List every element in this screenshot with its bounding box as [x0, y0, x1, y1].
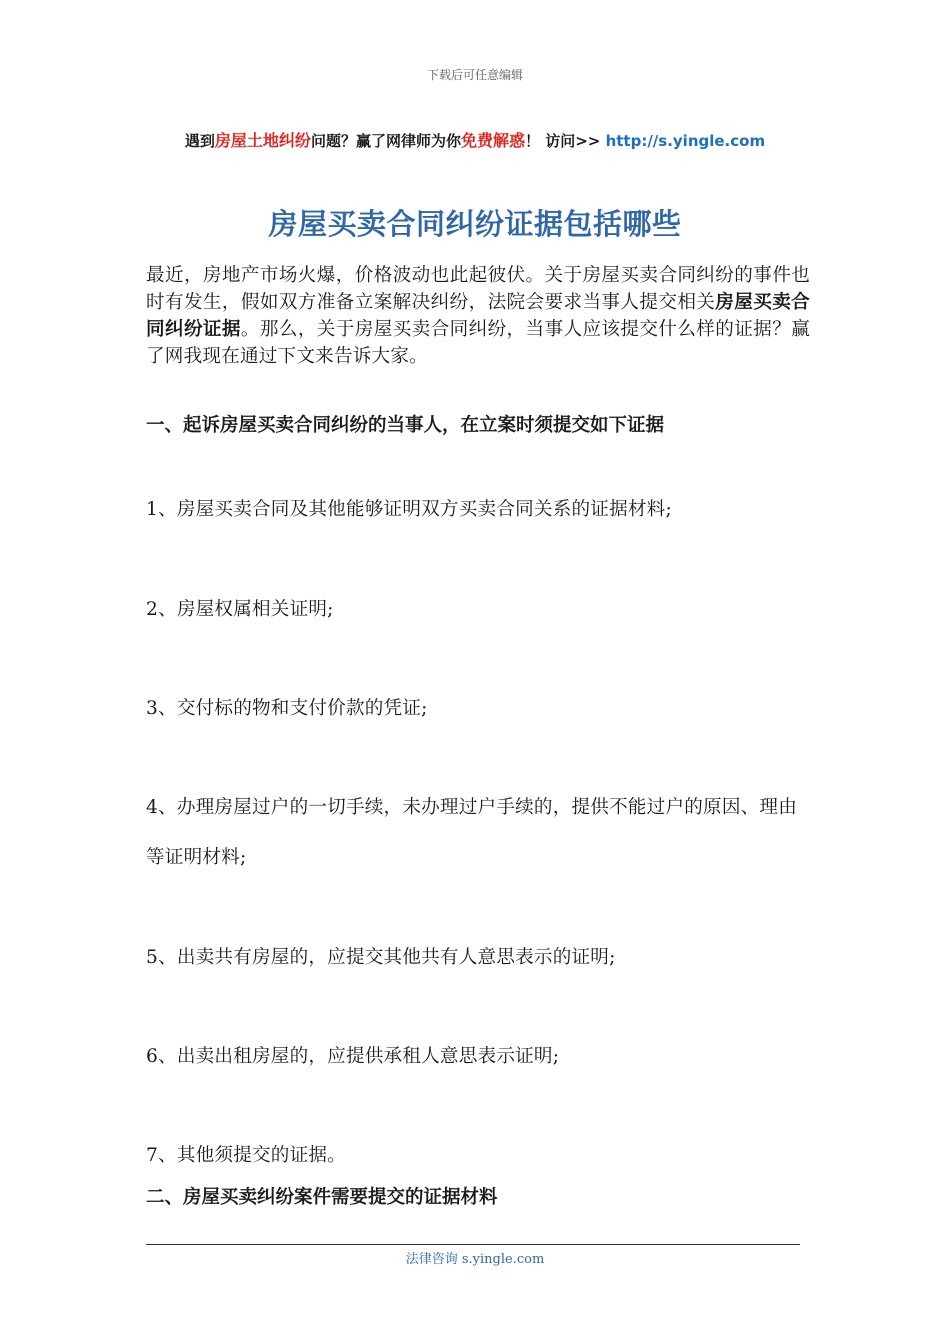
ad-highlight-topic: 房屋土地纠纷 [214, 131, 311, 150]
ad-text-3: ！ 访问>> [524, 132, 606, 150]
ad-banner [0, 128, 950, 151]
section-heading-1: 一、起诉房屋买卖合同纠纷的当事人，在立案时须提交如下证据 [146, 415, 665, 436]
intro-bold-term: 房屋买卖合同纠纷证据 [146, 292, 810, 340]
evidence-item-1: 1、房屋买卖合同及其他能够证明双方买卖合同关系的证据材料; [146, 499, 672, 520]
document-title: 房屋买卖合同纠纷证据包括哪些 [268, 207, 682, 241]
footer-divider [146, 1244, 800, 1245]
footer-text: 法律咨询 s.yingle.com [405, 1252, 545, 1267]
ad-text-2: 问题？赢了网律师为你 [310, 132, 461, 150]
ad-highlight-free: 免费解惑 [460, 131, 525, 150]
intro-text-before: 最近，房地产市场火爆，价格波动也此起彼伏。关于房屋买卖合同纠纷的事件也时有发生，假如双方准备立案解决纠纷，法院会要求当事人提交相关 [146, 265, 810, 313]
intro-paragraph [146, 262, 810, 370]
evidence-item-2: 2、房屋权属相关证明; [146, 599, 334, 620]
ad-link[interactable]: http://s.yingle.com [605, 132, 766, 150]
section-heading-2: 二、房屋买卖纠纷案件需要提交的证据材料 [146, 1187, 498, 1208]
evidence-item-5: 5、出卖共有房屋的，应提交其他共有人意思表示的证明; [146, 947, 616, 968]
evidence-item-3: 3、交付标的物和支付价款的凭证; [146, 698, 428, 719]
intro-text-after: 。那么，关于房屋买卖合同纠纷，当事人应该提交什么样的证据？赢了网我现在通过下文来告诉大家。 [146, 319, 810, 367]
evidence-item-6: 6、出卖出租房屋的，应提供承租人意思表示证明; [146, 1046, 560, 1067]
top-note: 下载后可任意编辑 [426, 68, 523, 82]
evidence-item-4: 4、办理房屋过户的一切手续，未办理过户手续的，提供不能过户的原因、理由等证明材料; [146, 797, 798, 868]
evidence-item-7: 7、其他须提交的证据。 [146, 1145, 346, 1166]
ad-text-1: 遇到 [184, 132, 215, 150]
